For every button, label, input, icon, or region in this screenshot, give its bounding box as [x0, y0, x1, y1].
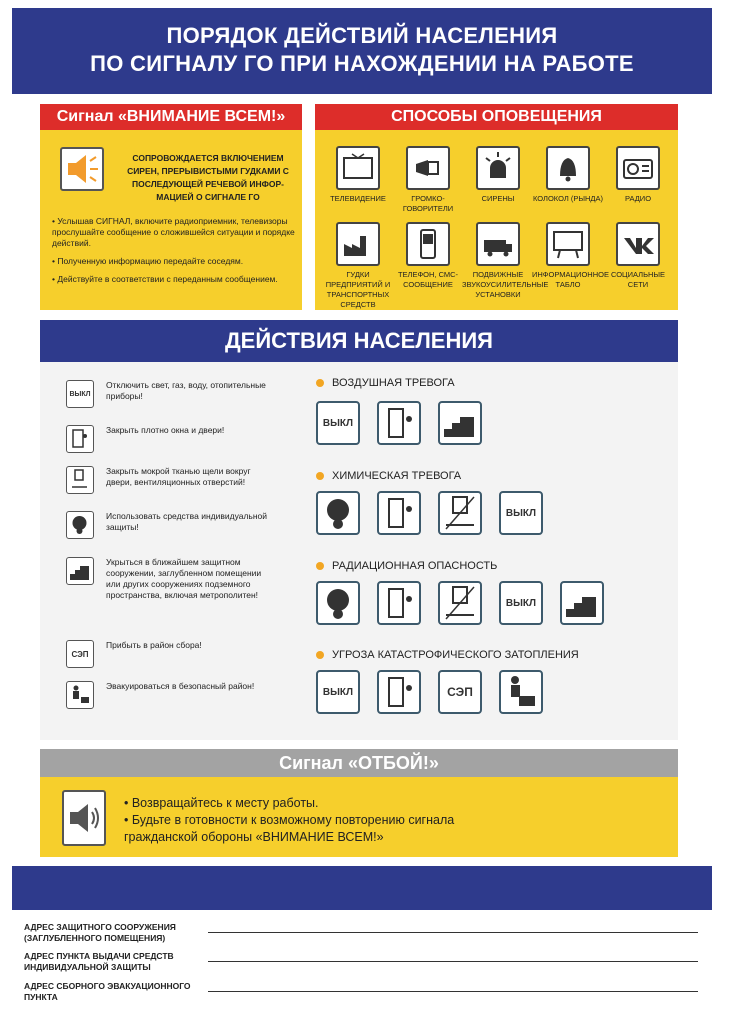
notif-item-siren [462, 146, 534, 204]
signal-bullet: • Услышав СИГНАЛ, включите радиоприемник, телевизоры прослушайте сообщение о сложившейся ситуации и порядке действий. [52, 216, 295, 248]
threat-title: ХИМИЧЕСКАЯ ТРЕВОГА [332, 470, 462, 482]
otboy-title: Сигнал «ОТБОЙ!» [40, 749, 678, 777]
power-off-icon [499, 581, 543, 625]
legend-text: Прибыть в район сбора! [106, 640, 202, 650]
threat-heading [316, 377, 455, 389]
factory-icon [336, 222, 380, 266]
board-icon [546, 222, 590, 266]
evacuation-icon [66, 681, 94, 709]
notif-label: КОЛОКОЛ (РЫНДА) [533, 194, 603, 203]
notif-label: ГРОМКО-ГОВОРИТЕЛИ [402, 194, 454, 213]
legend-row [66, 557, 276, 601]
notif-label: ТЕЛЕФОН, СМС-СООБЩЕНИЕ [397, 270, 459, 289]
address-field[interactable] [208, 932, 698, 933]
loudspeaker-icon [406, 146, 450, 190]
power-off-icon [316, 670, 360, 714]
notif-item-factory [322, 222, 394, 310]
otboy-text [124, 795, 544, 846]
legend-text: Использовать средства индивидуальной защиты! [106, 511, 268, 532]
legend-text: Укрыться в ближайшем защитном сооружении, заглубленном помещении или других сооружениях подземного пространства, включая метрополитен! [106, 557, 262, 600]
evacuation-icon [499, 670, 543, 714]
legend-row [66, 681, 276, 709]
legend-text: Эвакуироваться в безопасный район! [106, 681, 255, 691]
otboy-line: • Будьте в готовности к возможному повторению сигнала [124, 813, 455, 827]
notif-label: ТЕЛЕВИДЕНИЕ [330, 194, 386, 203]
close-door-icon [66, 425, 94, 453]
shelter-icon [438, 401, 482, 445]
speaker-icon [60, 147, 104, 191]
notif-item-van [462, 222, 549, 300]
signal-bullets [52, 216, 297, 292]
notif-label: РАДИО [624, 194, 652, 203]
legend-row [66, 511, 276, 539]
icon-text: ВЫКЛ [505, 597, 537, 609]
notif-item-phone [392, 222, 464, 290]
assembly-point-icon [66, 640, 94, 668]
notif-item-board [532, 222, 609, 290]
icon-text: ВЫКЛ [69, 390, 91, 398]
legend-text: Отключить свет, газ, воду, отопительные приборы! [106, 380, 266, 401]
signal-bullet: • Действуйте в соответствии с переданным сообщением. [52, 274, 278, 284]
close-door-icon [377, 581, 421, 625]
notif-item-bell [532, 146, 604, 204]
seal-gaps-icon [66, 466, 94, 494]
address-label: АДРЕС СБОРНОГО ЭВАКУАЦИОННОГО ПУНКТА [24, 981, 191, 1002]
notif-item-loudspeaker [392, 146, 464, 214]
shelter-icon [66, 557, 94, 585]
actions-title: ДЕЙСТВИЯ НАСЕЛЕНИЯ [40, 320, 678, 362]
gas-mask-icon [66, 511, 94, 539]
header-line-2: ПО СИГНАЛУ ГО ПРИ НАХОЖДЕНИИ НА РАБОТЕ [90, 51, 634, 76]
power-off-icon [66, 380, 94, 408]
header-line-1: ПОРЯДОК ДЕЙСТВИЙ НАСЕЛЕНИЯ [166, 23, 558, 48]
speaker-quiet-icon [62, 790, 106, 846]
page-header [12, 8, 712, 94]
threat-title: ВОЗДУШНАЯ ТРЕВОГА [332, 377, 455, 389]
close-door-icon [377, 670, 421, 714]
footer-bar [12, 866, 712, 910]
signal-bullet: • Полученную информацию передайте соседям. [52, 256, 244, 266]
address-label: АДРЕС ПУНКТА ВЫДАЧИ СРЕДСТВ ИНДИВИДУАЛЬНОЙ ЗАЩИТЫ [24, 951, 174, 972]
notif-item-radio [602, 146, 674, 204]
assembly-point-icon [438, 670, 482, 714]
legend-row [66, 640, 276, 668]
address-label: АДРЕС ЗАЩИТНОГО СООРУЖЕНИЯ (ЗАГЛУБЛЕННОГО ПОМЕЩЕНИЯ) [24, 922, 176, 943]
seal-gaps-icon [438, 491, 482, 535]
icon-text: ВЫКЛ [505, 507, 537, 519]
legend-row [66, 425, 276, 453]
notif-item-tv [322, 146, 394, 204]
threat-heading [316, 560, 497, 572]
bell-icon [546, 146, 590, 190]
otboy-line: гражданской обороны «ВНИМАНИЕ ВСЕМ!» [124, 830, 384, 844]
notif-item-vk [602, 222, 674, 290]
notification-title: СПОСОБЫ ОПОВЕЩЕНИЯ [315, 104, 678, 130]
tv-icon [336, 146, 380, 190]
notif-label: СИРЕНЫ [481, 194, 515, 203]
vk-icon [616, 222, 660, 266]
van-icon [476, 222, 520, 266]
legend-row [66, 380, 276, 408]
notif-label: ПОДВИЖНЫЕ ЗВУКОУСИЛИТЕЛЬНЫЕ УСТАНОВКИ [462, 270, 549, 299]
shelter-icon [560, 581, 604, 625]
siren-icon [476, 146, 520, 190]
bullet-dot [316, 651, 324, 659]
notif-label: СОЦИАЛЬНЫЕ СЕТИ [610, 270, 666, 289]
notif-label: ИНФОРМАЦИОННОЕ ТАБЛО [532, 270, 609, 289]
notif-label: ГУДКИ ПРЕДПРИЯТИЙ И ТРАНСПОРТНЫХ СРЕДСТВ [325, 270, 391, 309]
legend-row [66, 466, 276, 494]
address-field[interactable] [208, 961, 698, 962]
threat-heading [316, 649, 579, 661]
seal-gaps-icon [438, 581, 482, 625]
icon-text: ВЫКЛ [322, 417, 354, 429]
icon-text: СЭП [71, 649, 89, 659]
threat-title: УГРОЗА КАТАСТРОФИЧЕСКОГО ЗАТОПЛЕНИЯ [332, 649, 579, 661]
threat-heading [316, 470, 461, 482]
threat-title: РАДИАЦИОННАЯ ОПАСНОСТЬ [332, 560, 498, 572]
power-off-icon [499, 491, 543, 535]
icon-text: ВЫКЛ [322, 686, 354, 698]
icon-text: СЭП [447, 685, 473, 699]
gas-mask-icon [316, 491, 360, 535]
phone-icon [406, 222, 450, 266]
bullet-dot [316, 562, 324, 570]
close-door-icon [377, 491, 421, 535]
close-door-icon [377, 401, 421, 445]
radio-icon [616, 146, 660, 190]
bullet-dot [316, 379, 324, 387]
address-field[interactable] [208, 991, 698, 992]
bullet-dot [316, 472, 324, 480]
power-off-icon [316, 401, 360, 445]
legend-text: Закрыть плотно окна и двери! [106, 425, 225, 435]
otboy-line: • Возвращайтесь к месту работы. [124, 796, 319, 810]
legend-text: Закрыть мокрой тканью щели вокруг двери, вентиляционных отверстий! [106, 466, 251, 487]
gas-mask-icon [316, 581, 360, 625]
signal-title: Сигнал «ВНИМАНИЕ ВСЕМ!» [40, 104, 302, 130]
signal-description: СОПРОВОЖДАЕТСЯ ВКЛЮЧЕНИЕМ СИРЕН, ПРЕРЫВИСТЫМИ ГУДКАМИ С ПОСЛЕДУЮЩЕЙ РЕЧЕВОЙ ИНФОР-МАЦИЕЙ О СИГНАЛЕ ГО [127, 153, 289, 202]
